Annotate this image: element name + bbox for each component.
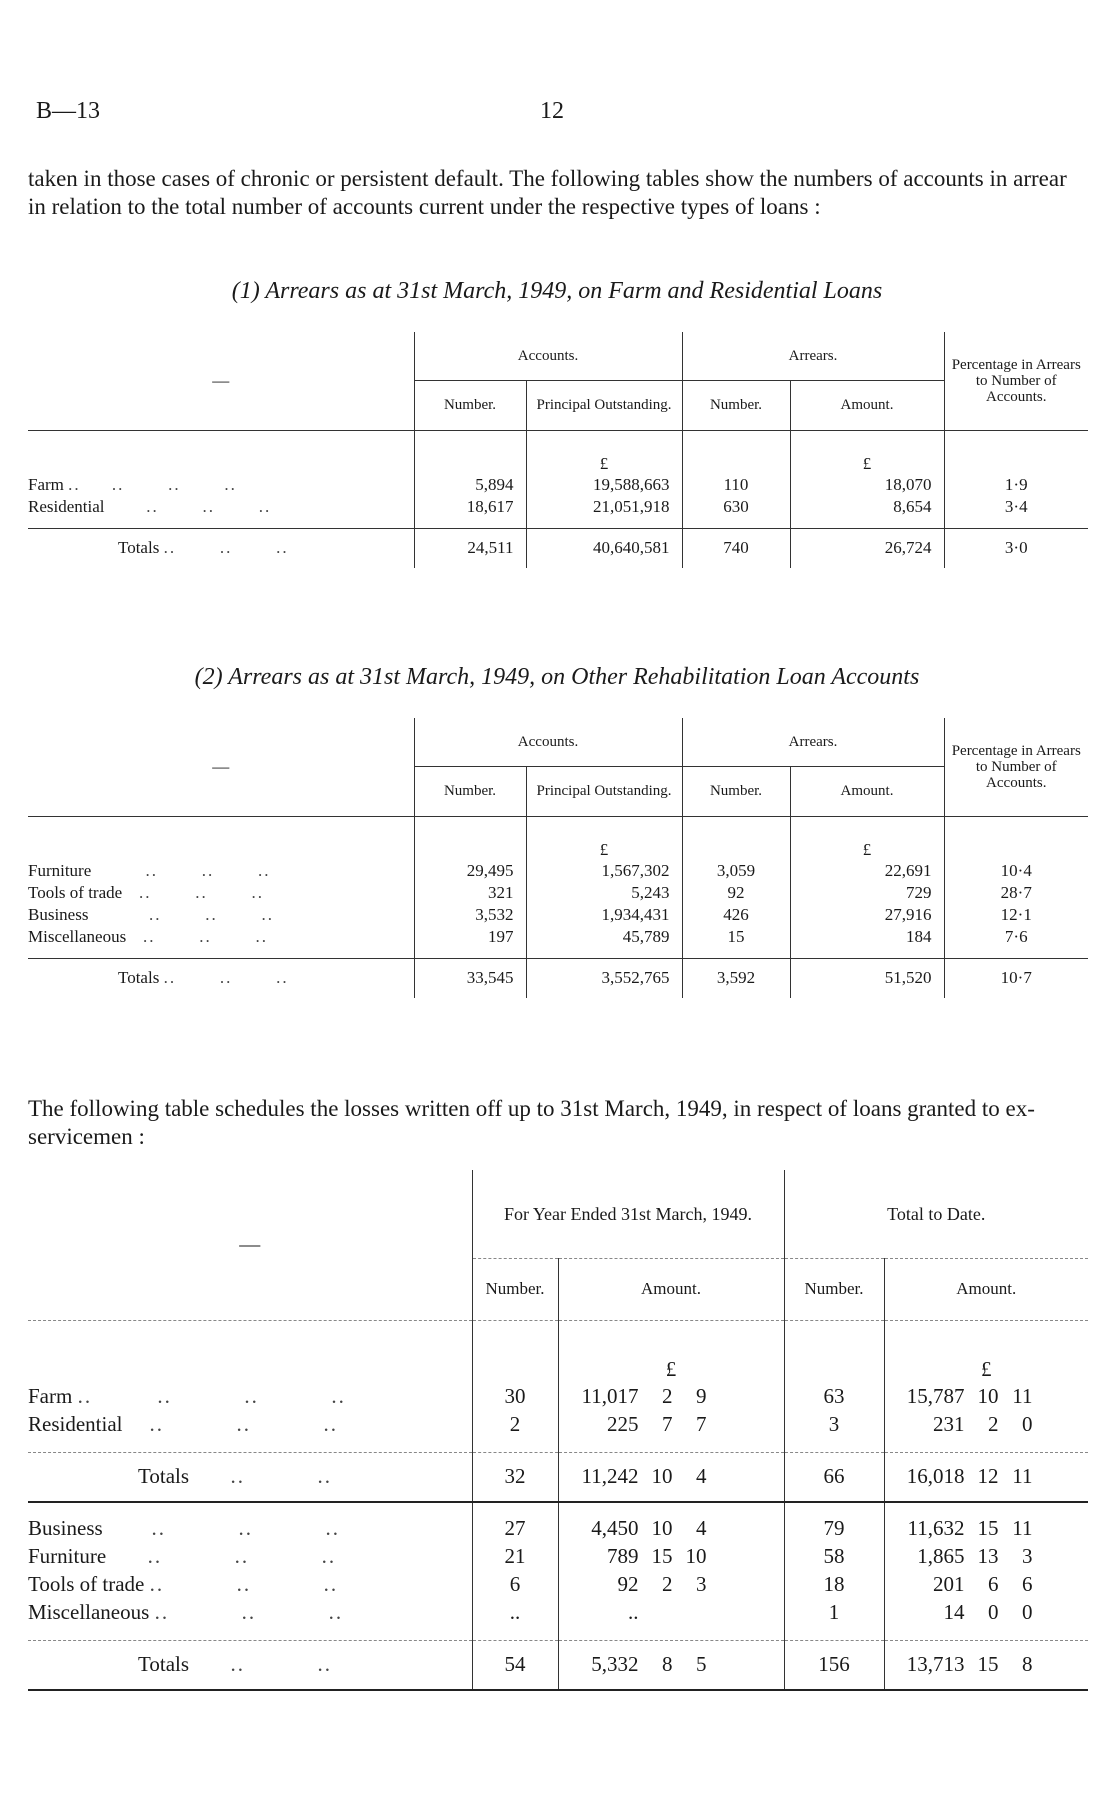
- row-label: Residential: [28, 497, 105, 516]
- cell-amount: 26,724: [790, 528, 944, 568]
- cell-principal: 21,051,918: [526, 496, 682, 518]
- cell-total-number: 66: [784, 1452, 884, 1502]
- table-row: Farm .. .. .. .. 30 11,017 2 9 63 15,787 10 11: [28, 1382, 1088, 1410]
- row-label: Miscellaneous: [28, 1599, 150, 1624]
- cell-percent: 10·4: [944, 860, 1088, 882]
- table1-percentage-header: Percentage in Arrears to Number of Accounts.: [944, 332, 1088, 430]
- row-label: Farm: [28, 1383, 73, 1408]
- cell-total-number: 3: [784, 1410, 884, 1438]
- table-row-totals: Totals .. .. .. 24,511 40,640,581 740 26,724 3·0: [28, 528, 1088, 568]
- table1-currency: £: [526, 430, 682, 474]
- table1-currency-arrears: £: [790, 430, 944, 474]
- cell-year-amount: ..: [558, 1598, 784, 1626]
- table3-total-header: Total to Date.: [784, 1170, 1088, 1258]
- cell-year-number: 30: [472, 1382, 558, 1410]
- cell-number: 29,495: [414, 860, 526, 882]
- cell-amount: 51,520: [790, 958, 944, 998]
- table2-accounts-header: Accounts.: [414, 718, 682, 766]
- cell-number: 3,532: [414, 904, 526, 926]
- table1-number-header: Number.: [414, 380, 526, 430]
- table-row: Farm .. .. .. .. 5,894 19,588,663 110 18,070 1·9: [28, 474, 1088, 496]
- cell-amount: 27,916: [790, 904, 944, 926]
- cell-year-amount: 11,242 10 4: [558, 1452, 784, 1502]
- table1-stub-header: —: [28, 332, 414, 430]
- cell-total-number: 63: [784, 1382, 884, 1410]
- cell-arr-number: 426: [682, 904, 790, 926]
- totals-label: Totals: [118, 538, 160, 558]
- cell-total-amount: 16,018 12 11: [884, 1452, 1088, 1502]
- cell-total-amount: 15,787 10 11: [884, 1382, 1088, 1410]
- table1-amount-header: Amount.: [790, 380, 944, 430]
- cell-arr-number: 3,059: [682, 860, 790, 882]
- table-row: Tools of trade .. .. .. 321 5,243 92 729 28·7: [28, 882, 1088, 904]
- cell-year-number: 27: [472, 1514, 558, 1542]
- table-row: Furniture .. .. .. 21 789 15 10 58 1,865 13 3: [28, 1542, 1088, 1570]
- table1-caption: (1) Arrears as at 31st March, 1949, on Farm and Residential Loans: [231, 278, 883, 304]
- table3-year-header: For Year Ended 31st March, 1949.: [472, 1170, 784, 1258]
- table1-arr-number-header: Number.: [682, 380, 790, 430]
- cell-total-amount: 1,865 13 3: [884, 1542, 1088, 1570]
- cell-principal: 19,588,663: [526, 474, 682, 496]
- table-row: Furniture .. .. .. 29,495 1,567,302 3,059 22,691 10·4: [28, 860, 1088, 882]
- cell-total-number: 58: [784, 1542, 884, 1570]
- table-row: Business .. .. .. 3,532 1,934,431 426 27,916 12·1: [28, 904, 1088, 926]
- cell-number: 321: [414, 882, 526, 904]
- cell-principal: 45,789: [526, 926, 682, 948]
- table2-amount-header: Amount.: [790, 766, 944, 816]
- cell-number: 18,617: [414, 496, 526, 518]
- table-row: Tools of trade .. .. .. 6 92 2 3 18 201 6 6: [28, 1570, 1088, 1598]
- row-label: Tools of trade: [28, 883, 123, 902]
- cell-total-amount: 13,713 15 8: [884, 1640, 1088, 1690]
- row-label: Business: [28, 905, 89, 924]
- cell-total-number: 156: [784, 1640, 884, 1690]
- table3-currency: £: [558, 1320, 784, 1382]
- page-number: 12: [540, 98, 564, 124]
- table1-principal-header: Principal Outstanding.: [526, 380, 682, 430]
- cell-arr-number: 92: [682, 882, 790, 904]
- totals-label: Totals: [118, 968, 160, 988]
- cell-percent: 3·0: [944, 528, 1088, 568]
- cell-year-number: 32: [472, 1452, 558, 1502]
- cell-principal: 1,934,431: [526, 904, 682, 926]
- cell-year-number: 54: [472, 1640, 558, 1690]
- cell-number: 197: [414, 926, 526, 948]
- cell-percent: 12·1: [944, 904, 1088, 926]
- intro-paragraph: taken in those cases of chronic or persistent default. The following tables show the numbers of accounts in arrear in relation to the total number of accounts current under the respective types of loans :: [28, 166, 1067, 219]
- cell-principal: 40,640,581: [526, 528, 682, 568]
- cell-amount: 8,654: [790, 496, 944, 518]
- cell-amount: 729: [790, 882, 944, 904]
- table2-currency-arrears: £: [790, 816, 944, 860]
- table-row-totals: Totals .. .. 32 11,242 10 4 66 16,018 12 11: [28, 1452, 1088, 1502]
- cell-number: 5,894: [414, 474, 526, 496]
- table3-stub-header: —: [28, 1170, 472, 1320]
- row-label: Farm: [28, 475, 64, 494]
- row-label: Residential: [28, 1411, 123, 1436]
- document-reference: B—13: [36, 98, 101, 124]
- table2-percentage-header: Percentage in Arrears to Number of Accounts.: [944, 718, 1088, 816]
- losses-paragraph: The following table schedules the losses written off up to 31st March, 1949, in respect of loans granted to ex-servicemen :: [28, 1096, 1035, 1149]
- cell-total-number: 79: [784, 1514, 884, 1542]
- table-row-totals: Totals .. .. .. 33,545 3,552,765 3,592 51,520 10·7: [28, 958, 1088, 998]
- cell-year-number: 21: [472, 1542, 558, 1570]
- cell-year-amount: 92 2 3: [558, 1570, 784, 1598]
- cell-year-number: ..: [472, 1598, 558, 1626]
- cell-amount: 18,070: [790, 474, 944, 496]
- table1-accounts-header: Accounts.: [414, 332, 682, 380]
- row-label: Furniture: [28, 1543, 107, 1568]
- cell-percent: 3·4: [944, 496, 1088, 518]
- table3-year-amount-header: Amount.: [558, 1258, 784, 1320]
- cell-percent: 10·7: [944, 958, 1088, 998]
- table2-principal-header: Principal Outstanding.: [526, 766, 682, 816]
- cell-year-number: 2: [472, 1410, 558, 1438]
- table-row: Miscellaneous .. .. .. .. .. 1 14 0 0: [28, 1598, 1088, 1626]
- row-label: Tools of trade: [28, 1571, 145, 1596]
- cell-total-amount: 11,632 15 11: [884, 1514, 1088, 1542]
- cell-total-amount: 231 2 0: [884, 1410, 1088, 1438]
- row-label: Business: [28, 1515, 103, 1540]
- table-row: Residential .. .. .. 18,617 21,051,918 630 8,654 3·4: [28, 496, 1088, 518]
- cell-arr-number: 3,592: [682, 958, 790, 998]
- table3-year-number-header: Number.: [472, 1258, 558, 1320]
- cell-percent: 7·6: [944, 926, 1088, 948]
- table2-currency: £: [526, 816, 682, 860]
- table-row: Miscellaneous .. .. .. 197 45,789 15 184 7·6: [28, 926, 1088, 948]
- cell-number: 33,545: [414, 958, 526, 998]
- row-label: Furniture: [28, 861, 92, 880]
- cell-total-amount: 14 0 0: [884, 1598, 1088, 1626]
- cell-year-amount: 789 15 10: [558, 1542, 784, 1570]
- cell-amount: 22,691: [790, 860, 944, 882]
- table2-arrears-header: Arrears.: [682, 718, 944, 766]
- row-label: Miscellaneous: [28, 927, 127, 946]
- cell-year-amount: 11,017 2 9: [558, 1382, 784, 1410]
- table2-caption: (2) Arrears as at 31st March, 1949, on Other Rehabilitation Loan Accounts: [194, 664, 920, 690]
- totals-label: Totals: [138, 1652, 190, 1677]
- table1-arrears-farm-residential: [28, 332, 1088, 568]
- totals-label: Totals: [138, 1464, 190, 1489]
- cell-year-amount: 4,450 10 4: [558, 1514, 784, 1542]
- table2-arr-number-header: Number.: [682, 766, 790, 816]
- cell-number: 24,511: [414, 528, 526, 568]
- table1-arrears-header: Arrears.: [682, 332, 944, 380]
- cell-arr-number: 630: [682, 496, 790, 518]
- table-row: Residential .. .. .. 2 225 7 7 3 231 2 0: [28, 1410, 1088, 1438]
- cell-total-number: 1: [784, 1598, 884, 1626]
- table3-total-amount-header: Amount.: [884, 1258, 1088, 1320]
- table2-stub-header: —: [28, 718, 414, 816]
- cell-year-number: 6: [472, 1570, 558, 1598]
- cell-year-amount: 225 7 7: [558, 1410, 784, 1438]
- table3-total-number-header: Number.: [784, 1258, 884, 1320]
- cell-arr-number: 110: [682, 474, 790, 496]
- table2-arrears-other-loans: [28, 718, 1088, 998]
- table3-losses-written-off: [28, 1170, 1088, 1691]
- table2-number-header: Number.: [414, 766, 526, 816]
- cell-arr-number: 740: [682, 528, 790, 568]
- cell-total-amount: 201 6 6: [884, 1570, 1088, 1598]
- cell-principal: 5,243: [526, 882, 682, 904]
- cell-total-number: 18: [784, 1570, 884, 1598]
- cell-year-amount: 5,332 8 5: [558, 1640, 784, 1690]
- cell-percent: 1·9: [944, 474, 1088, 496]
- table3-currency-total: £: [884, 1320, 1088, 1382]
- cell-amount: 184: [790, 926, 944, 948]
- table-row: Business .. .. .. 27 4,450 10 4 79 11,632 15 11: [28, 1514, 1088, 1542]
- cell-percent: 28·7: [944, 882, 1088, 904]
- table-row-totals: Totals .. .. 54 5,332 8 5 156 13,713 15 8: [28, 1640, 1088, 1690]
- cell-arr-number: 15: [682, 926, 790, 948]
- cell-principal: 3,552,765: [526, 958, 682, 998]
- cell-principal: 1,567,302: [526, 860, 682, 882]
